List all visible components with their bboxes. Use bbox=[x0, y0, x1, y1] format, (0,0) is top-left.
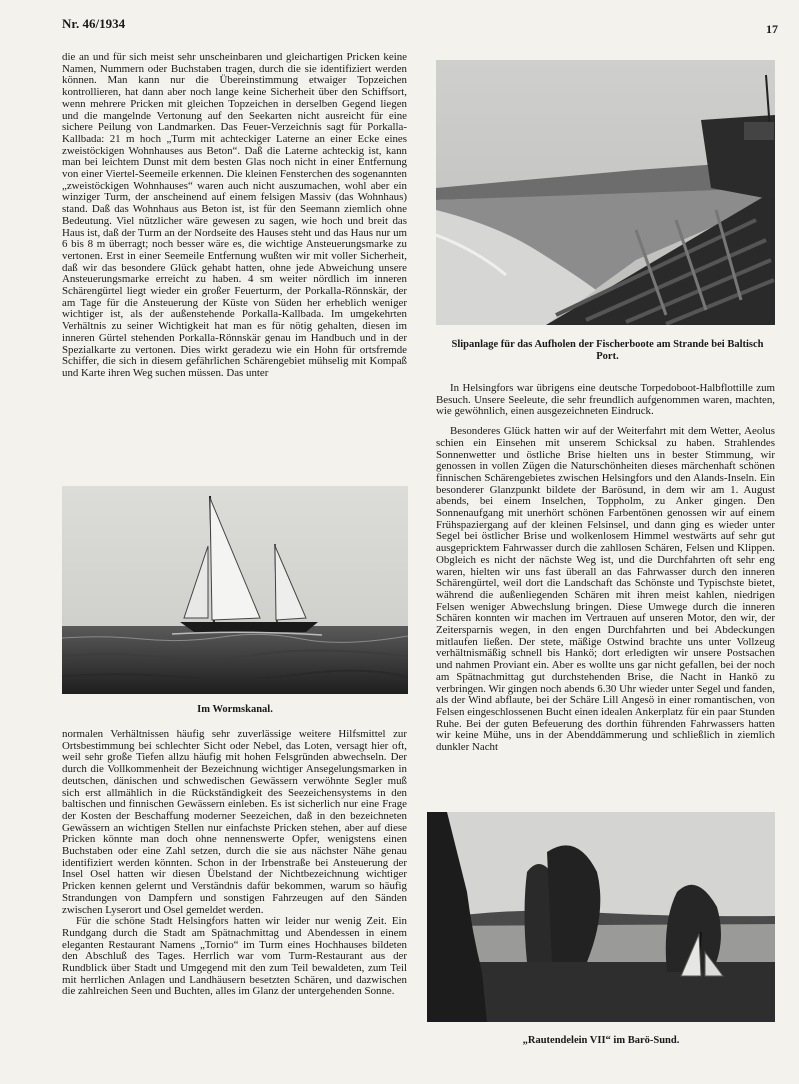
caption-baro-sund: „Rautendelein VII“ im Barö-Sund. bbox=[522, 1035, 680, 1046]
photo-slipway bbox=[436, 60, 775, 325]
paragraph: normalen Verhältnissen häufig sehr zuverlässige weitere Hilfsmittel zur Ortsbestimmung bei schlechter Sicht oder Nebel, das Loten, versagt hier oft, weil sehr große Tiefen allzu häufig mit hohen Felsgründen abwechseln. Der durch die Vollkommenheit der Bezeichnung wichtiger Ansegelungsmarken in deutschen, dänischen und schwedischen Gewässern verwöhnte Segler muß sich erst allmählich in die Rückständigkeit des Seezeichensystems in den baltischen und finnischen Gewässern einleben. Es ist sicherlich nur eine Frage der Kosten der Beschaffung moderner Seezeichen, daß in den bezeichneten Gewässern an wichtigen Stellen nur einfachste Pricken stehen, aber auf diese Pricken könnte man doch ohne nennenswerte Opfer, wenigstens einen Buchstaben oder eine Zahl setzen, durch die sie aus nächster Nähe genau identifiziert werden könnten. Schon in der Irbenstraße bei Ansteuerung der Insel Osel hatten wir diesen Übelstand der Nichtbezeichnung wichtiger Pricken kennen gelernt und Verständnis dafür bekommen, warum so häufig Strandungen von Dampfern und sonstigen Fahrzeugen auf den Sänden zwischen Lyserort und Osel gemeldet werden. bbox=[62, 728, 407, 916]
photo-yacht-sailing bbox=[62, 486, 408, 694]
caption-slipway: Slipanlage für das Aufholen der Fischerboote am Strande bei Baltisch Port. bbox=[451, 339, 764, 362]
paragraph: die an und für sich meist sehr unscheinbaren und gleichartigen Pricken keine Namen, Nummern oder Buchstaben tragen, durch die sie identifiziert werden können. Man kann nur die Übereinstimmung etwaiger Topzeichen kontrollieren, hat dann aber noch lange keine Sicherheit über den Schiffsort, wenn mehrere Pricken mit gleichen Topzeichen in derselben Gegend liegen und die mangelnde Vertonung auf den Seekarten nicht ausreicht für eine sichere Peilung von Landmarken. Das Feuer-Verzeichnis sagt für Porkalla-Kallbada: 21 m hoch „Turm mit achteckiger Laterne an einer Ecke eines zweistöckigen Wohnhauses aus Beton“. Daß die Laterne achteckig ist, kann man bei leichtem Dunst mit dem besten Glas noch nicht in einer Entfernung von einer Viertel-Seemeile erkennen. Die kleinen Fensterchen des sogenannten „zweistöckigen Wohnhauses“ waren auch nicht auszumachen, wohl aber ein winziger Turm, der anscheinend auf einem felsigen Massiv (das Wohnhaus) stand. Daß das Wohnhaus aus Beton ist, ist für den Seemann ziemlich ohne Bedeutung. Viel nützlicher wäre gewesen zu sagen, wie hoch und breit das Haus ist, daß der Turm an der Nordseite des Hauses steht und das Haus nur um 6 bis 8 m überragt; noch besser wäre es, die wichtige Ansteuerungsmarke zu vertonen. Erst in einer Seemeile Entfernung wußten wir mit voller Sicherheit, daß wir das besondere Glück gehabt hatten, ohne jede Abweichung unsere Ansteuerungsmarke erreicht zu haben. 4 sm weiter nördlich im inneren Schärengürtel liegt wieder ein großer Feuerturm, der Porkalla-Rönnskär, der am Tage für die Ansteuerung der Küste von Süden her erheblich weniger wichtiger ist, als der außenstehende Porkalla-Kallbada. Im umgekehrten Verhältnis zu seiner Wichtigkeit hat man es für nötig gehalten, diesen im inneren Gürtel stehenden Porkalla-Rönnskär genau im Handbuch und in der Spezialkarte zu vertonen. Dies wirkt geradezu wie ein Hohn für ortsfremde Schiffer, die sich in diesem gefährlichen Schärengebiet mühselig mit Kompaß und Karte ihren Weg suchen müssen. Das unter bbox=[62, 51, 407, 379]
photo-baro-sund bbox=[427, 812, 775, 1022]
left-column-top-text bbox=[62, 52, 407, 380]
paragraph: In Helsingfors war übrigens eine deutsche Torpedoboot-Halbflottille zum Besuch. Unsere Seeleute, die sehr freundlich aufgenommen waren, machten, wie gewöhnlich, einen ausgezeichneten Eindruck. bbox=[436, 382, 775, 418]
issue-number: Nr. 46/1934 bbox=[62, 16, 126, 31]
caption-yacht: Im Wormskanal. bbox=[197, 704, 273, 715]
page-number: 17 bbox=[766, 22, 778, 36]
paragraph: Besonderes Glück hatten wir auf der Weiterfahrt mit dem Wetter, Aeolus schien ein Einsehen mit unserem Schicksal zu haben. Strahlendes Sonnenwetter und östliche Brise hielten uns in bester Stimmung, wir genossen in vollen Zügen die Naturschönheiten dieses märchenhaft schönen finnischen Schärengebietes zwischen Helsingfors und den Alands-Inseln. Ein besonderer Glanzpunkt bildete der Barösund, in dem wir am 1. August abends, bei einem Inselchen, Toppholm, zu Anker gingen. Den Sonnenaufgang mit unerhört schönen Farbentönen genossen wir auf einem Frühspaziergang auf der kleinen Felsinsel, und dann ging es wieder unter Segel bei östlicher Brise und wolkenlosem Himmel westwärts auf sehr gut ausgepricktem Fahrwasser durch die zahllosen Schären, Felsen und Klippen. Obgleich es nicht der nächste Weg ist, und die Durchfahrten oft sehr eng waren, hielten wir uns fast überall an das Fahrwasser durch den inneren Schärengürtel, weil dort die Landschaft das Schönste und Typischste bietet, während die außenliegenden Schären mit ihren meist kahlen, niedrigen Felsen weniger Abwechslung bringen. Diese Umwege durch die inneren Schären konnten wir machen im Vertrauen auf unseren Motor, den wir, der Zeitersparnis wegen, in den engen Durchfahrten und bei Abdeckungen mitlaufen ließen. Der stete, mäßige Ostwind brachte uns unter Vollzeug verhältnismäßig schnell bis Hankö; dort erledigten wir unsere Postsachen und nahmen Proviant ein. Aber es wollte uns gar nicht gefallen, bei der noch am Spätnachmittag gut durchstehenden Brise, die Nacht in Hankö zu verbringen. Wir gingen noch abends 6.30 Uhr wieder unter Segel und fanden, als der Wind abflaute, bei der Schäre Lill Angesö in einer romantischen, von Felsen eingeschlossenen Bucht einen idealen Ankerplatz für ein paar Stunden Ruhe. Bei der guten Befeuerung des dorthin führenden Fahrwassers hatten wir keine Mühe, uns in der Abenddämmerung und schließlich in ziemlich dunkler Nacht bbox=[436, 425, 775, 754]
left-column-bottom-text bbox=[62, 729, 407, 998]
right-column-text bbox=[436, 383, 775, 754]
paragraph: Für die schöne Stadt Helsingfors hatten wir leider nur wenig Zeit. Ein Rundgang durch die Stadt am Spätnachmittag und Abendessen in einem eleganten Restaurant Namens „Tornio“ im Turm eines Hochhauses bildeten den Abschluß des Tages. Herrlich war vom Turm-Restaurant aus der Rundblick über Stadt und Umgegend mit den zum Teil bewaldeten, zum Teil mit herrlichen Anlagen und Landhäusern besetzten Schären, und dazwischen die zahlreichen Seen und Buchten, alles im Glanz der untergehenden Sonne. bbox=[62, 915, 407, 998]
